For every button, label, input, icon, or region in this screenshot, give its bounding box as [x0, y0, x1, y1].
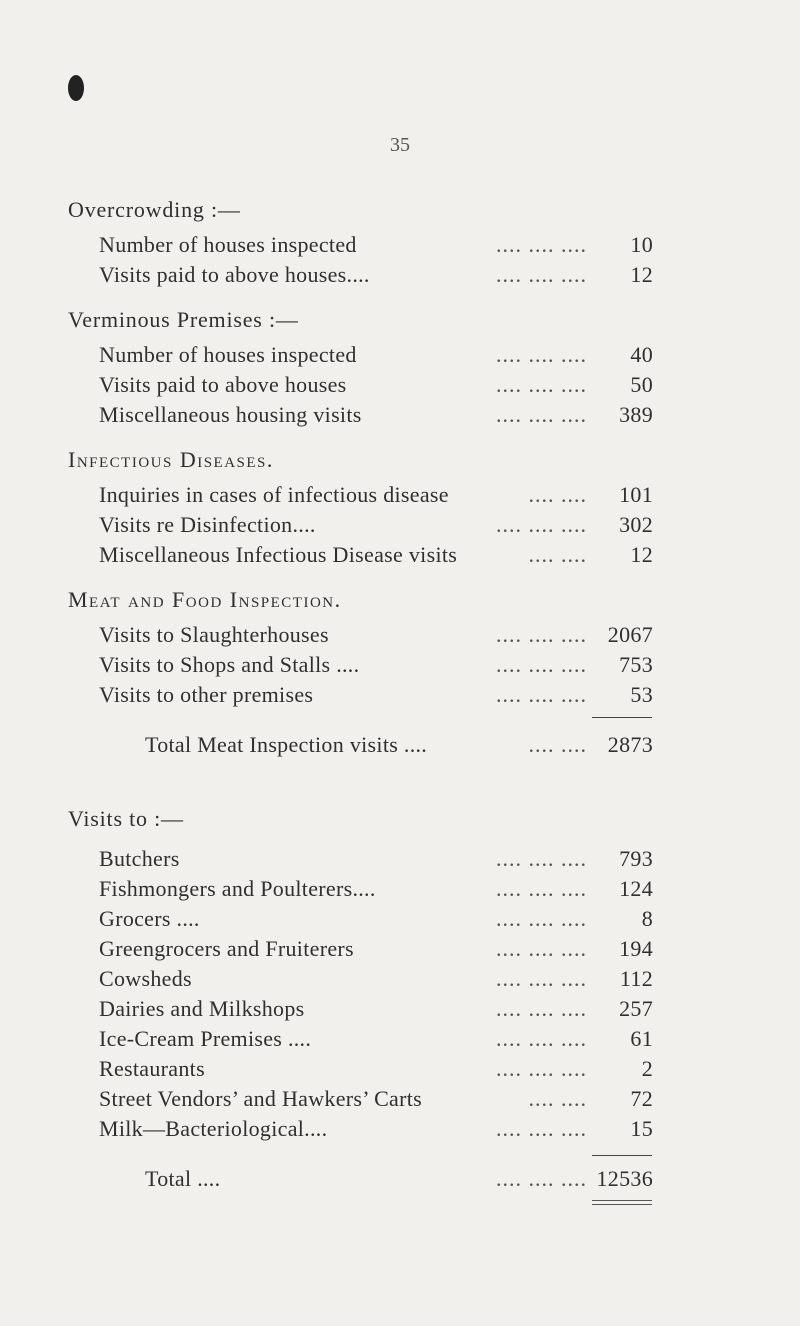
- leader-dots: .... ....: [528, 732, 587, 757]
- meat-heading: Meat and Food Inspection.: [68, 587, 342, 612]
- row-label: Fishmongers and Poulterers....: [99, 876, 376, 901]
- row-label: Visits paid to above houses: [99, 372, 347, 397]
- row-label: Visits to other premises: [99, 682, 314, 707]
- leader-dots: .... .... ....: [496, 1116, 587, 1141]
- leader-dots: .... .... ....: [496, 652, 587, 677]
- leader-dots: .... .... ....: [496, 906, 587, 931]
- visits-row: [99, 1086, 653, 1116]
- row-value: 257: [619, 996, 653, 1021]
- row-value: 10: [630, 232, 653, 257]
- visits-row: [99, 966, 653, 996]
- infectious-heading: Infectious Diseases.: [68, 447, 274, 472]
- leader-dots: .... .... ....: [496, 372, 587, 397]
- row-label: Visits paid to above houses....: [99, 262, 370, 287]
- total-double-rule: [592, 1200, 652, 1205]
- total-label: Total Meat Inspection visits ....: [145, 732, 428, 757]
- meat-row: [99, 682, 653, 712]
- leader-dots: .... .... ....: [496, 1056, 587, 1081]
- leader-dots: .... .... ....: [496, 232, 587, 257]
- meat-total-row: [145, 732, 653, 762]
- row-label: Grocers ....: [99, 906, 200, 931]
- verminous-row: [99, 342, 653, 372]
- row-value: 112: [619, 966, 653, 991]
- row-label: Butchers: [99, 846, 180, 871]
- leader-dots: .... ....: [528, 482, 587, 507]
- grand-total-row: [145, 1166, 653, 1196]
- visits-row: [99, 906, 653, 936]
- infectious-row: [99, 542, 653, 572]
- row-value: 72: [630, 1086, 653, 1111]
- row-label: Inquiries in cases of infectious disease: [99, 482, 449, 507]
- row-value: 194: [619, 936, 653, 961]
- meat-row: [99, 622, 653, 652]
- row-value: 753: [619, 652, 653, 677]
- leader-dots: .... .... ....: [496, 512, 587, 537]
- row-value: 40: [630, 342, 653, 367]
- row-label: Cowsheds: [99, 966, 192, 991]
- total-value: 2873: [607, 732, 653, 757]
- row-value: 389: [619, 402, 653, 427]
- overcrowding-heading: Overcrowding :—: [68, 197, 241, 222]
- row-value: 2067: [607, 622, 653, 647]
- leader-dots: .... .... ....: [496, 966, 587, 991]
- infectious-row: [99, 482, 653, 512]
- infectious-row: [99, 512, 653, 542]
- row-value: 12: [630, 262, 653, 287]
- row-value: 101: [619, 482, 653, 507]
- visits-to-heading: Visits to :—: [68, 806, 184, 831]
- row-value: 61: [630, 1026, 653, 1051]
- row-label: Restaurants: [99, 1056, 205, 1081]
- row-label: Milk—Bacteriological....: [99, 1116, 328, 1141]
- total-value: 12536: [596, 1166, 653, 1191]
- verminous-row: [99, 372, 653, 402]
- overcrowding-row: [99, 262, 653, 292]
- leader-dots: .... .... ....: [496, 876, 587, 901]
- verminous-row: [99, 402, 653, 432]
- row-value: 50: [630, 372, 653, 397]
- visits-row: [99, 936, 653, 966]
- row-label: Ice-Cream Premises ....: [99, 1026, 312, 1051]
- row-label: Street Vendors’ and Hawkers’ Carts: [99, 1086, 423, 1111]
- row-label: Visits re Disinfection....: [99, 512, 316, 537]
- leader-dots: .... .... ....: [496, 402, 587, 427]
- row-value: 124: [619, 876, 653, 901]
- leader-dots: .... .... ....: [496, 682, 587, 707]
- leader-dots: .... .... ....: [496, 996, 587, 1021]
- verminous-heading: Verminous Premises :—: [68, 307, 299, 332]
- row-value: 8: [641, 906, 653, 931]
- leader-dots: .... .... ....: [496, 342, 587, 367]
- row-label: Dairies and Milkshops: [99, 996, 305, 1021]
- subtotal-rule: [592, 717, 652, 718]
- visits-row: [99, 846, 653, 876]
- leader-dots: .... .... ....: [496, 846, 587, 871]
- visits-row: [99, 1116, 653, 1146]
- overcrowding-row: [99, 232, 653, 262]
- leader-dots: .... .... ....: [496, 1026, 587, 1051]
- row-value: 302: [619, 512, 653, 537]
- meat-row: [99, 652, 653, 682]
- row-label: Number of houses inspected: [99, 232, 357, 257]
- total-label: Total ....: [145, 1166, 221, 1191]
- leader-dots: .... ....: [528, 1086, 587, 1111]
- visits-row: [99, 1026, 653, 1056]
- row-value: 15: [630, 1116, 653, 1141]
- row-label: Greengrocers and Fruiterers: [99, 936, 354, 961]
- subtotal-rule: [592, 1155, 652, 1156]
- visits-row: [99, 996, 653, 1026]
- row-value: 793: [619, 846, 653, 871]
- row-label: Miscellaneous Infectious Disease visits: [99, 542, 458, 567]
- leader-dots: .... ....: [528, 542, 587, 567]
- row-value: 53: [630, 682, 653, 707]
- leader-dots: .... .... ....: [496, 262, 587, 287]
- ink-blot: [68, 75, 84, 101]
- row-label: Number of houses inspected: [99, 342, 357, 367]
- row-value: 2: [641, 1056, 653, 1081]
- leader-dots: .... .... ....: [496, 1166, 587, 1191]
- row-label: Visits to Shops and Stalls ....: [99, 652, 360, 677]
- row-label: Visits to Slaughterhouses: [99, 622, 329, 647]
- leader-dots: .... .... ....: [496, 622, 587, 647]
- leader-dots: .... .... ....: [496, 936, 587, 961]
- visits-row: [99, 876, 653, 906]
- row-value: 12: [630, 542, 653, 567]
- page-number: 35: [390, 134, 410, 156]
- visits-row: [99, 1056, 653, 1086]
- row-label: Miscellaneous housing visits: [99, 402, 362, 427]
